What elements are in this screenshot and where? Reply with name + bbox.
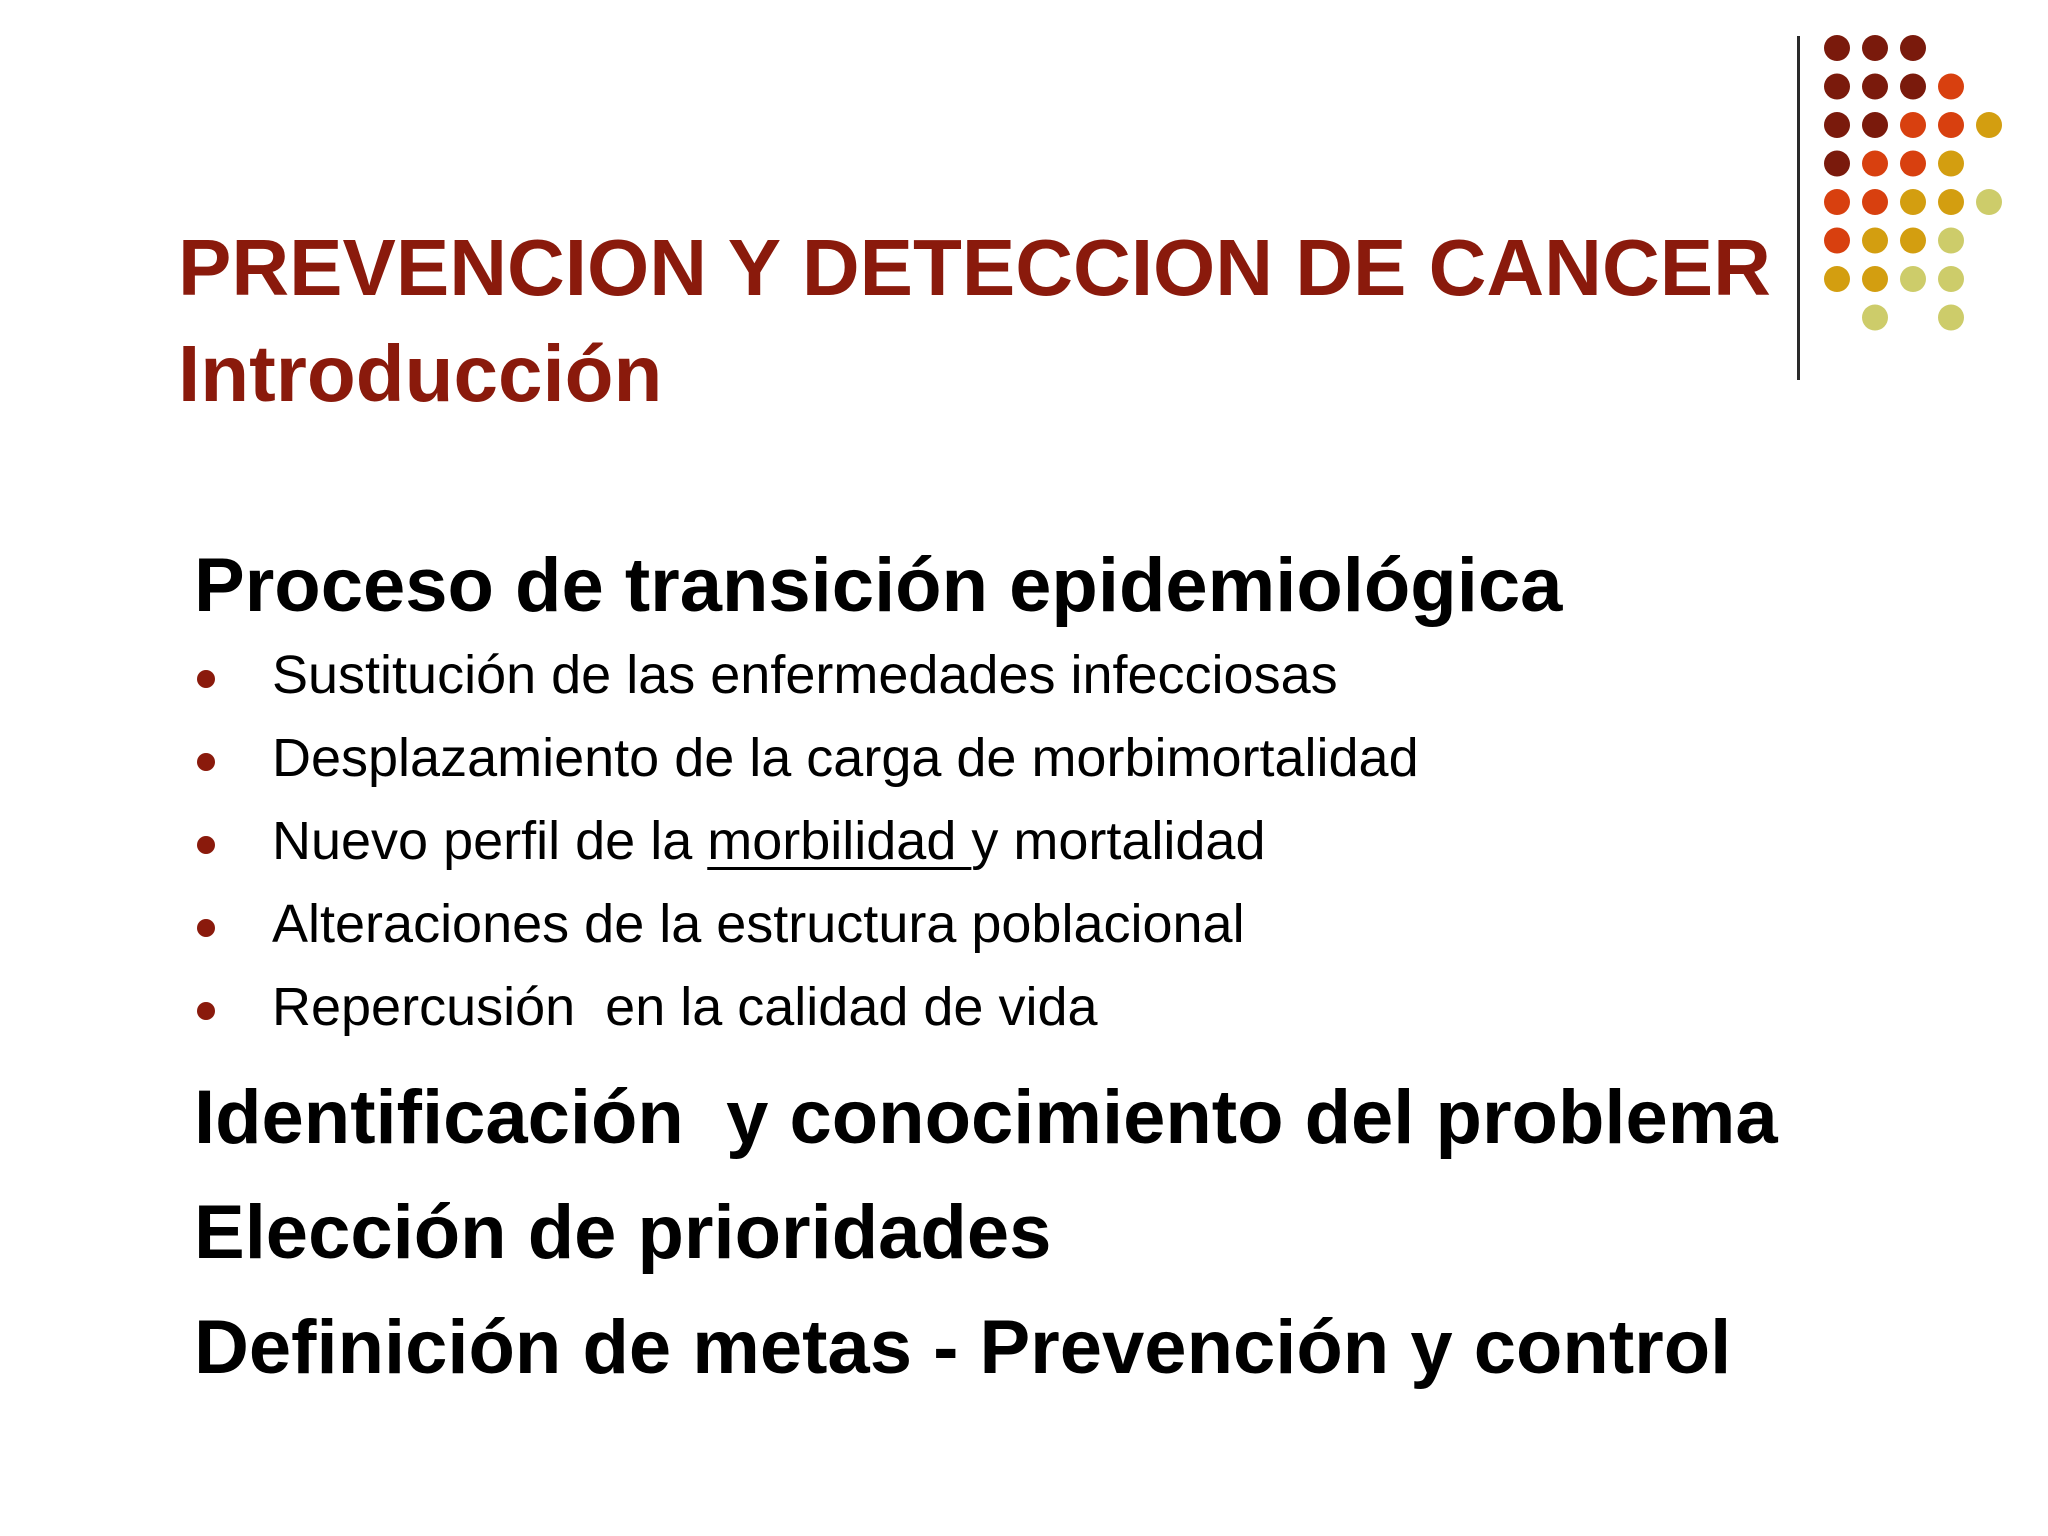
decor-dot: [1900, 189, 1926, 215]
vertical-divider: [1797, 36, 1800, 380]
decor-dot: [1824, 189, 1850, 215]
bullet-text-after: y mortalidad: [971, 811, 1266, 871]
decor-dot: [1900, 35, 1926, 61]
decor-dot: [1862, 74, 1888, 100]
decor-dot: [1900, 112, 1926, 138]
bullet-dot-icon: [197, 1002, 215, 1020]
dot-grid-decoration: [1800, 30, 2048, 350]
bullet-text: Alteraciones de la estructura poblacional: [272, 894, 1245, 954]
heading-transition: Proceso de transición epidemiológica: [194, 543, 1563, 628]
decor-dot: [1938, 228, 1964, 254]
decor-dot: [1938, 189, 1964, 215]
bullet-text-underlined: morbilidad: [707, 811, 972, 871]
decor-dot: [1862, 228, 1888, 254]
slide-title: PREVENCION Y DETECCION DE CANCER: [178, 223, 1771, 312]
decor-dot: [1976, 189, 2002, 215]
decor-dot: [1938, 74, 1964, 100]
heading-priorities: Elección de prioridades: [194, 1190, 1052, 1275]
decor-dot: [1938, 305, 1964, 331]
decor-dot: [1824, 151, 1850, 177]
bullet-dot-icon: [197, 836, 215, 854]
bullet-item: [194, 723, 1419, 806]
decor-dot: [1824, 112, 1850, 138]
bullet-list: [194, 640, 1419, 1055]
heading-identification: Identificación y conocimiento del problema: [194, 1075, 1778, 1160]
bullet-text: Desplazamiento de la carga de morbimortalidad: [272, 728, 1419, 788]
slide-subtitle: Introducción: [178, 329, 663, 418]
decor-dot: [1862, 35, 1888, 61]
decor-dot: [1938, 266, 1964, 292]
decor-dot: [1938, 151, 1964, 177]
decor-dot: [1862, 151, 1888, 177]
decor-dot: [1824, 35, 1850, 61]
decor-dot: [1862, 112, 1888, 138]
heading-goals: Definición de metas - Prevención y control: [194, 1305, 1732, 1390]
decor-dot: [1938, 112, 1964, 138]
decor-dot: [1900, 266, 1926, 292]
decor-dot: [1824, 228, 1850, 254]
decor-dot: [1976, 112, 2002, 138]
decor-dot: [1862, 266, 1888, 292]
bullet-dot-icon: [197, 670, 215, 688]
bullet-text-before: Nuevo perfil de la: [272, 811, 708, 871]
decor-dot: [1900, 151, 1926, 177]
decor-dot: [1900, 228, 1926, 254]
bullet-item: [194, 889, 1419, 972]
bullet-dot-icon: [197, 753, 215, 771]
decor-dot: [1900, 74, 1926, 100]
decor-dot: [1824, 74, 1850, 100]
bullet-item: [194, 640, 1419, 723]
bullet-text: Repercusión en la calidad de vida: [272, 977, 1098, 1037]
decor-dot: [1824, 266, 1850, 292]
bullet-item: [194, 972, 1419, 1055]
decor-dot: [1862, 189, 1888, 215]
bullet-dot-icon: [197, 919, 215, 937]
bullet-text: Sustitución de las enfermedades infecciosas: [272, 645, 1338, 705]
bullet-item: [194, 806, 1419, 889]
decor-dot: [1862, 305, 1888, 331]
